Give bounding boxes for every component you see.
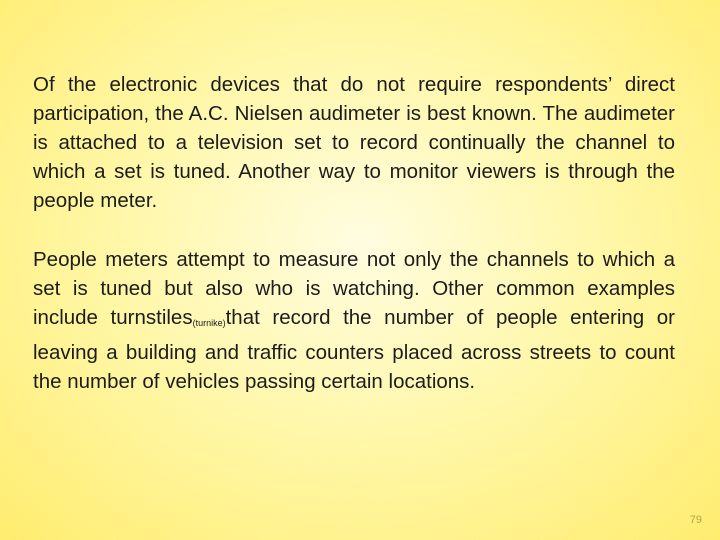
paragraph-people-meters-text: People meters attempt to measure not only the channels to which a set is tuned but also who is watching. Other common examples include turnstiles xyxy=(33,248,675,329)
paragraph-people-meters xyxy=(33,245,675,396)
page-number: 79 xyxy=(689,514,702,526)
paragraph-people-meters-text-cont: that record the number of people entering or leaving a building and traffic counters placed across streets to count the number of vehicles passing certain locations. xyxy=(33,306,675,393)
paragraph-audimeter: Of the electronic devices that do not require respondents’ direct participation, the A.C. Nielsen audimeter is best known. The audimeter is attached to a television set to record continually the channel to which a set is tuned. Another way to monitor viewers is through the people meter. xyxy=(33,73,675,212)
turnstile-note: (turnike) xyxy=(192,318,226,328)
